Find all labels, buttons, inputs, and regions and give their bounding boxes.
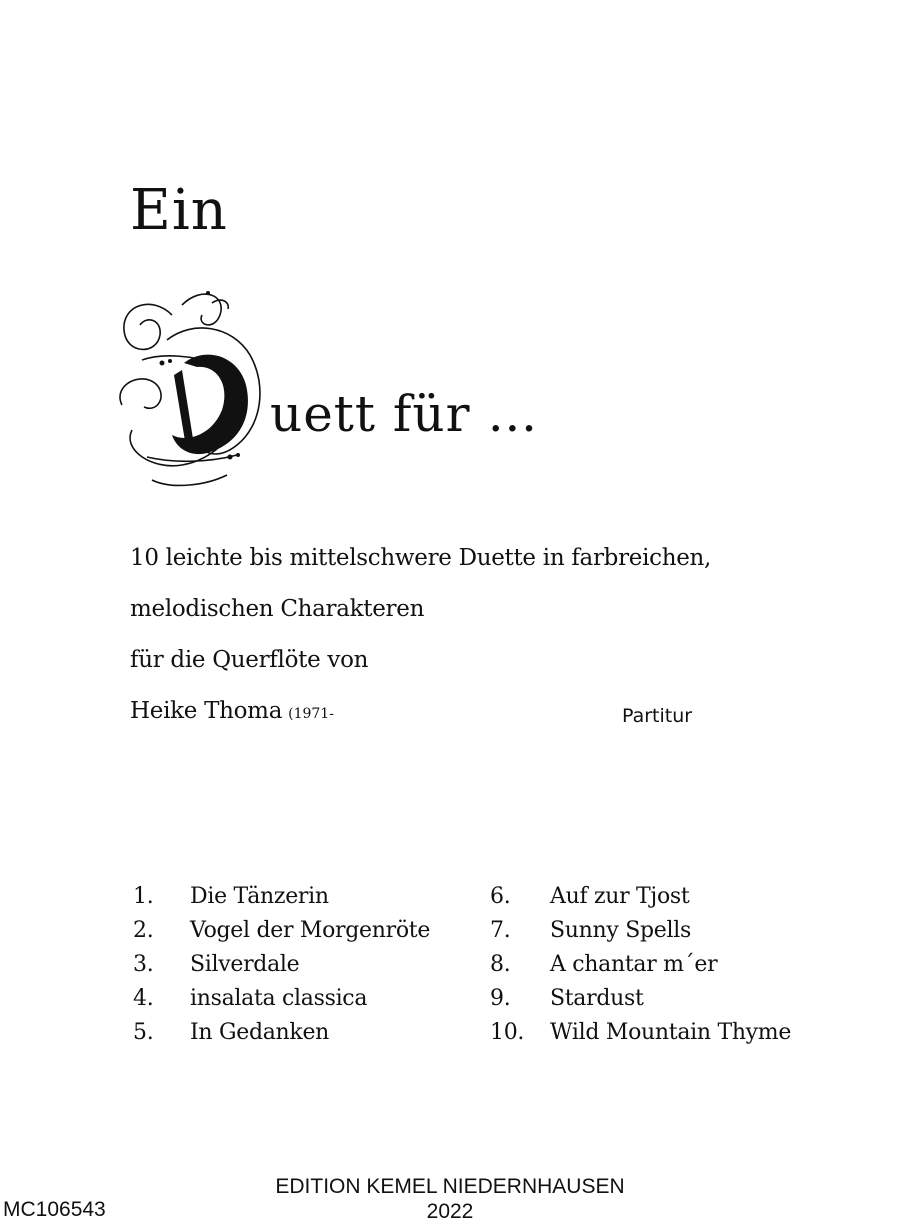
title-first-word: Ein: [130, 178, 228, 243]
subtitle-line-3: für die Querflöte von: [130, 647, 369, 673]
composer-years: (1971-: [288, 706, 334, 722]
list-item-title: Silverdale: [190, 952, 300, 977]
list-item-title: Die Tänzerin: [190, 884, 329, 909]
list-item-number: 1.: [133, 884, 154, 909]
list-item-number: 6.: [490, 884, 511, 909]
list-item-title: insalata classica: [190, 986, 368, 1011]
subtitle-line-2: melodischen Charakteren: [130, 596, 425, 622]
list-item-number: 9.: [490, 986, 511, 1011]
composer: [130, 698, 334, 724]
list-item-title: A chantar m´er: [550, 952, 718, 977]
list-item-title: Auf zur Tjost: [550, 884, 690, 909]
list-item-number: 5.: [133, 1020, 154, 1045]
catalog-number: MC106543: [3, 1198, 106, 1221]
publisher: EDITION KEMEL NIEDERNHAUSEN: [275, 1175, 625, 1198]
title-rest: uett für …: [270, 385, 539, 443]
publication-year: 2022: [426, 1200, 474, 1223]
list-item-number: 8.: [490, 952, 511, 977]
list-item-number: 2.: [133, 918, 154, 943]
list-item-title: Sunny Spells: [550, 918, 691, 943]
list-item-number: 3.: [133, 952, 154, 977]
list-item-title: Stardust: [550, 986, 644, 1011]
list-item-number: 7.: [490, 918, 511, 943]
list-item-title: In Gedanken: [190, 1020, 330, 1045]
list-item-title: Vogel der Morgenröte: [190, 918, 431, 943]
list-item-number: 10.: [490, 1020, 525, 1045]
composer-name: Heike Thoma: [130, 698, 283, 724]
decorative-initial-d: [112, 285, 272, 495]
subtitle-line-1: 10 leichte bis mittelschwere Duette in farbreichen,: [130, 545, 712, 571]
list-item-title: Wild Mountain Thyme: [550, 1020, 792, 1045]
score-label: Partitur: [622, 705, 693, 727]
list-item-number: 4.: [133, 986, 154, 1011]
